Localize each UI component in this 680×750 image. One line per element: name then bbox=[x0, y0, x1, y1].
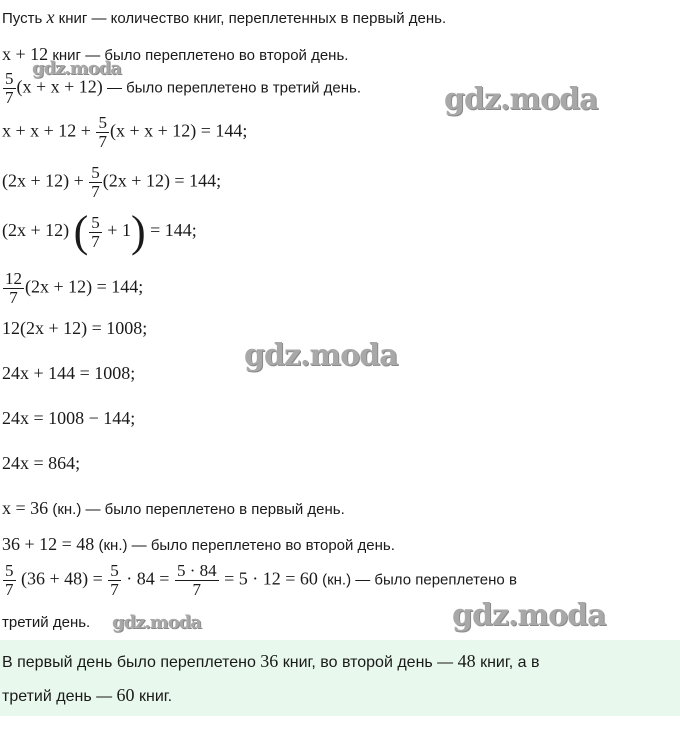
watermark-logo: gdz.moda bbox=[244, 338, 398, 373]
solution-line-13 bbox=[2, 534, 395, 556]
math-expression: (2x + 12) bbox=[2, 219, 74, 240]
fraction: $\frac{5}{7}$ bbox=[91, 163, 100, 201]
math-expression: (2x + 12) + bbox=[2, 170, 89, 191]
math-expression: (x + x + 12) bbox=[16, 76, 103, 97]
fraction: $\frac{5}{7}$ bbox=[98, 113, 107, 151]
solution-line-10 bbox=[2, 408, 135, 430]
math-expression: (2x + 12) = 144; bbox=[102, 170, 222, 191]
solution-line-14 bbox=[2, 562, 517, 599]
fraction: $\frac{5 \cdot 84}{7}$ bbox=[176, 561, 217, 599]
fraction: $\frac{5}{7}$ bbox=[110, 561, 119, 599]
math-expression: 12(2x + 12) = 1008; bbox=[2, 318, 148, 338]
math-expression: = 5 · 12 = 60 bbox=[219, 568, 318, 589]
answer-box bbox=[0, 640, 680, 716]
paren: ) bbox=[130, 207, 146, 256]
answer-number: 60 bbox=[116, 685, 135, 705]
math-expression: x = 36 bbox=[2, 498, 49, 518]
math-expression: (x + x + 12) = 144; bbox=[109, 120, 248, 141]
watermark-logo: gdz.moda bbox=[444, 82, 598, 117]
text: книг — было переплетено во второй день. bbox=[48, 47, 349, 64]
solution-line-11 bbox=[2, 453, 80, 475]
math-expression: (36 + 48) = bbox=[16, 568, 108, 589]
math-variable: x bbox=[46, 7, 55, 27]
solution-line-8 bbox=[2, 318, 147, 340]
watermark-logo: gdz.moda bbox=[112, 612, 201, 633]
text: Пусть bbox=[2, 10, 47, 27]
solution-line-7 bbox=[2, 270, 143, 307]
math-expression: + 1 bbox=[102, 219, 131, 240]
math-expression: x + 12 bbox=[2, 44, 49, 64]
math-expression: x + x + 12 + bbox=[2, 120, 96, 141]
watermark-logo: gdz.moda bbox=[452, 598, 606, 633]
fraction: $\frac{5}{7}$ bbox=[5, 69, 14, 107]
math-expression: · 84 = bbox=[121, 568, 174, 589]
text: книг — количество книг, переплетенных в первый день. bbox=[54, 10, 447, 27]
text: третий день. bbox=[2, 614, 91, 631]
text: — было переплетено в третий день. bbox=[102, 79, 361, 97]
text: (кн.) — было переплетено во второй день. bbox=[94, 537, 395, 554]
solution-line-12 bbox=[2, 498, 345, 520]
math-expression: 24x = 864; bbox=[2, 453, 81, 473]
math-expression: 36 + 12 = 48 bbox=[2, 534, 95, 554]
answer-number: 48 bbox=[457, 651, 476, 671]
fraction: $\frac{5}{7}$ bbox=[91, 212, 100, 251]
paren: ( bbox=[73, 207, 89, 256]
answer-line-1: В первый день было переплетено 36 книг, во второй день — 48 книг, а в bbox=[2, 651, 540, 671]
fraction: $\frac{5}{7}$ bbox=[5, 561, 14, 599]
solution-line-6 bbox=[2, 207, 197, 256]
solution-line-15 bbox=[2, 613, 90, 633]
solution-line-5 bbox=[2, 164, 221, 201]
answer-number: 36 bbox=[260, 651, 279, 671]
text: (кн.) — было переплетено в первый день. bbox=[48, 501, 345, 518]
text: (кн.) — было переплетено в bbox=[317, 571, 517, 589]
answer-line-2: третий день — 60 книг. bbox=[2, 685, 173, 705]
math-expression: 24x = 1008 − 144; bbox=[2, 408, 136, 428]
solution-line-1 bbox=[2, 7, 446, 29]
math-expression: (2x + 12) = 144; bbox=[25, 276, 144, 297]
solution-line-4 bbox=[2, 114, 247, 151]
solution-line-9 bbox=[2, 363, 135, 385]
math-expression: = 144; bbox=[145, 219, 197, 240]
math-expression: 24x + 144 = 1008; bbox=[2, 363, 136, 383]
watermark-logo: gdz.moda bbox=[32, 58, 121, 79]
fraction: $\frac{12}{7}$ bbox=[5, 269, 22, 307]
